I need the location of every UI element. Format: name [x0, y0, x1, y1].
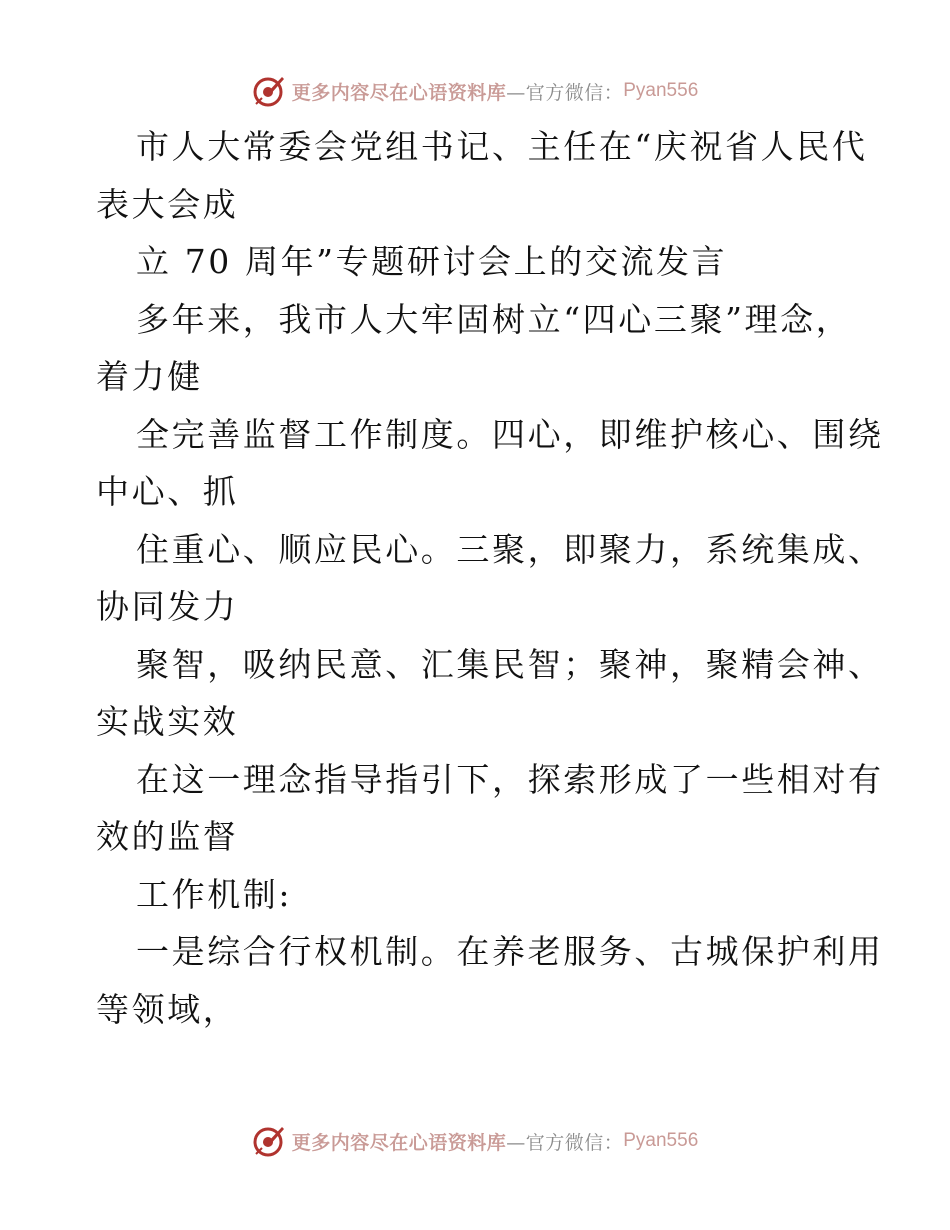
paragraph-line: 住重心、顺应民心。三聚，即聚力，系统集成、: [136, 529, 884, 569]
paragraph-line: 等领域，: [96, 989, 239, 1029]
watermark-separator: —官方微信：: [506, 1131, 624, 1154]
watermark-text: 更多内容尽在心语资料库: [291, 81, 507, 104]
watermark-separator: —官方微信：: [506, 81, 624, 104]
watermark-wechat-id: Pyan556: [623, 80, 699, 101]
title-line-2: 表大会成: [96, 184, 239, 224]
paragraph-line: 全完善监督工作制度。四心，即维护核心、围绕: [136, 414, 884, 454]
paragraph-line: 工作机制:: [136, 874, 293, 914]
document-body: [96, 118, 884, 1038]
paragraph-line: 多年来，我市人大牢固树立“四心三聚”理念，: [136, 299, 852, 339]
title-line-1: 市人大常委会党组书记、主任在“庆祝省人民代: [136, 127, 868, 166]
header-watermark: [0, 71, 950, 111]
paragraph-line: 一是综合行权机制。在养老服务、古城保护利用: [136, 932, 884, 971]
paragraph-line: 效的监督: [96, 817, 239, 856]
watermark-wechat-id: Pyan556: [623, 1130, 699, 1151]
quill-logo-icon: [252, 1124, 286, 1158]
footer-watermark: [0, 1121, 950, 1161]
paragraph-line: 中心、抓: [96, 472, 239, 511]
paragraph-line: 聚智，吸纳民意、汇集民智；聚神，聚精会神、: [136, 644, 884, 684]
paragraph-line: 在这一理念指导指引下，探索形成了一些相对有: [136, 759, 884, 799]
quill-logo-icon: [252, 74, 286, 108]
watermark-text: 更多内容尽在心语资料库: [291, 1131, 507, 1154]
paragraph-line: 协同发力: [96, 587, 239, 626]
paragraph-line: 实战实效: [96, 702, 239, 741]
title-line-3: 立 70 周年”专题研讨会上的交流发言: [136, 242, 728, 281]
paragraph-line: 着力健: [96, 357, 203, 396]
